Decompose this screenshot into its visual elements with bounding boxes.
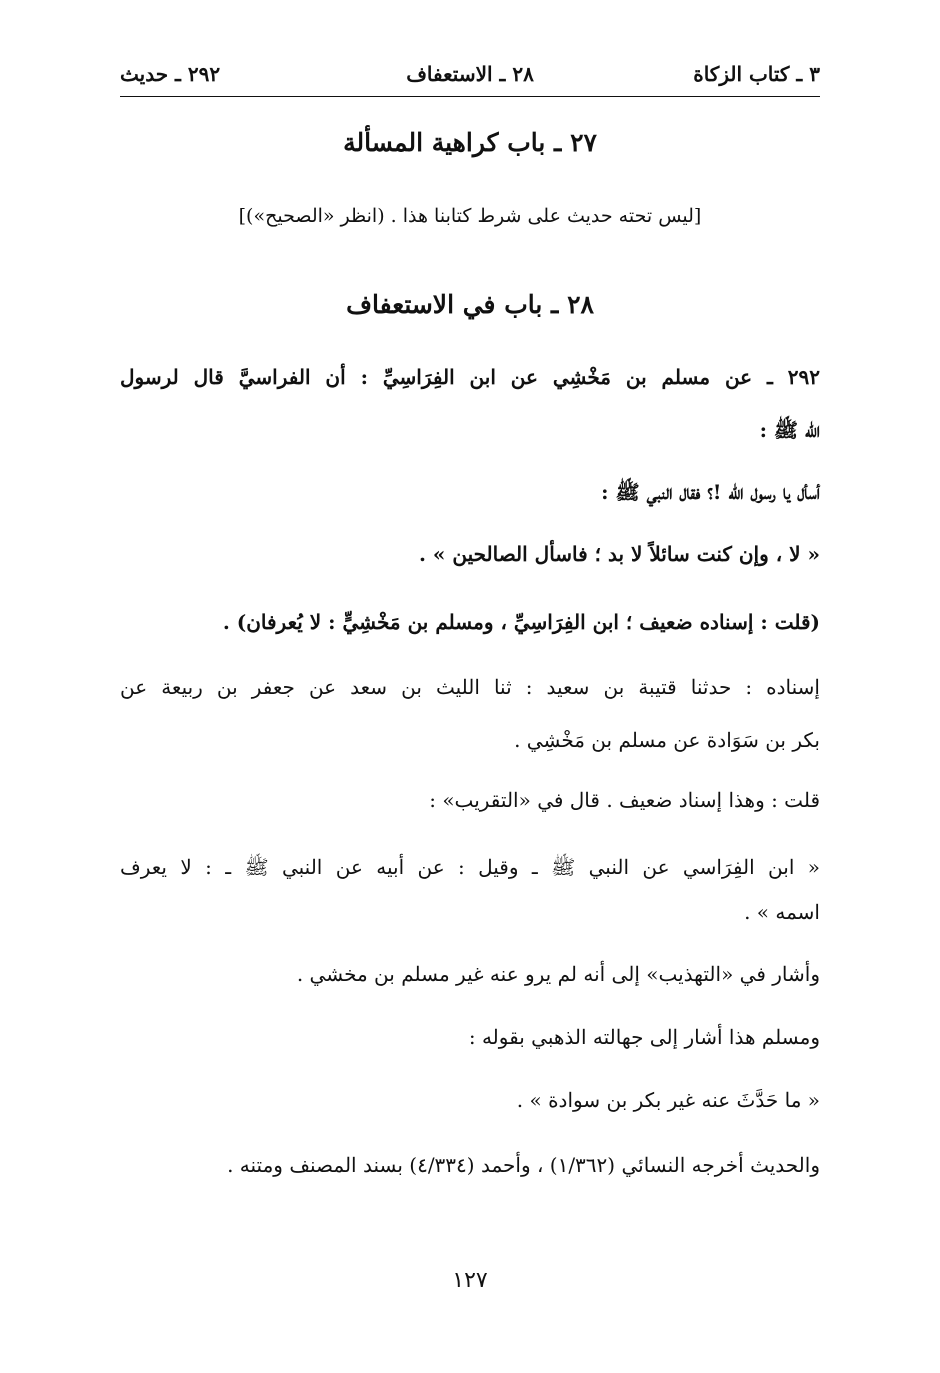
hadith-text-line-2: الله ﷺ : <box>759 418 820 442</box>
chapter-27-heading: ٢٧ ـ باب كراهية المسألة <box>343 128 597 157</box>
dhahabi-remark: ومسلم هذا أشار إلى جهالته الذهبي بقوله : <box>468 1025 820 1049</box>
page-number: ١٢٧ <box>452 1268 488 1293</box>
taqrib-quote-line-1: « ابن الفِرَاسي عن النبي ﷺ ـ وقيل : عن أبيه عن النبي ﷺ ـ : لا يعرف <box>120 855 820 879</box>
book-page <box>120 0 820 1373</box>
hadith-text-line-3: أسأل يا رسول الله !؟ فقال النبي ﷺ : <box>601 480 820 504</box>
header-hadith-number: ٢٩٢ ـ حديث <box>120 62 221 86</box>
hadith-text-line-1: ٢٩٢ ـ عن مسلم بن مَخْشِي عن ابن الفِرَاسِيِّ : أن الفراسيَّ قال لرسول <box>120 365 820 389</box>
qultu-weak-isnad: قلت : وهذا إسناد ضعيف . قال في «التقريب» : <box>429 788 820 812</box>
tahdhib-remark: وأشار في «التهذيب» إلى أنه لم يرو عنه غير مسلم بن مخشي . <box>296 962 820 986</box>
chapter-27-note: [ليس تحته حديث على شرط كتابنا هذا . (انظر «الصحيح»)] <box>238 205 702 227</box>
header-book-title: ٣ ـ كتاب الزكاة <box>693 62 820 86</box>
hadith-text-line-4: « لا ، وإن كنت سائلاً لا بد ؛ فاسأل الصالحين » . <box>418 542 820 566</box>
header-divider <box>120 96 820 97</box>
taqrib-quote-line-2: اسمه » . <box>744 900 820 924</box>
isnad-line-1: إسناده : حدثنا قتيبة بن سعيد : ثنا الليث بن سعد عن جعفر بن ربيعة عن <box>120 675 820 699</box>
takhrij-line: والحديث أخرجه النسائي (١/٣٦٢) ، وأحمد (٤/٣٣٤) بسند المصنف ومتنه . <box>227 1153 820 1177</box>
dhahabi-quote: « ما حَدَّثَ عنه غير بكر بن سوادة » . <box>516 1088 820 1112</box>
chapter-28-heading: ٢٨ ـ باب في الاستعفاف <box>346 290 594 319</box>
qultu-grading: (قلت : إسناده ضعيف ؛ ابن الفِرَاسِيِّ ، ومسلم بن مَخْشِيٍّ : لا يُعرفان) . <box>222 610 820 634</box>
header-chapter-title: ٢٨ ـ الاستعفاف <box>406 62 534 86</box>
isnad-line-2: بكر بن سَوَادة عن مسلم بن مَخْشِي . <box>514 728 820 752</box>
running-header <box>120 62 820 92</box>
